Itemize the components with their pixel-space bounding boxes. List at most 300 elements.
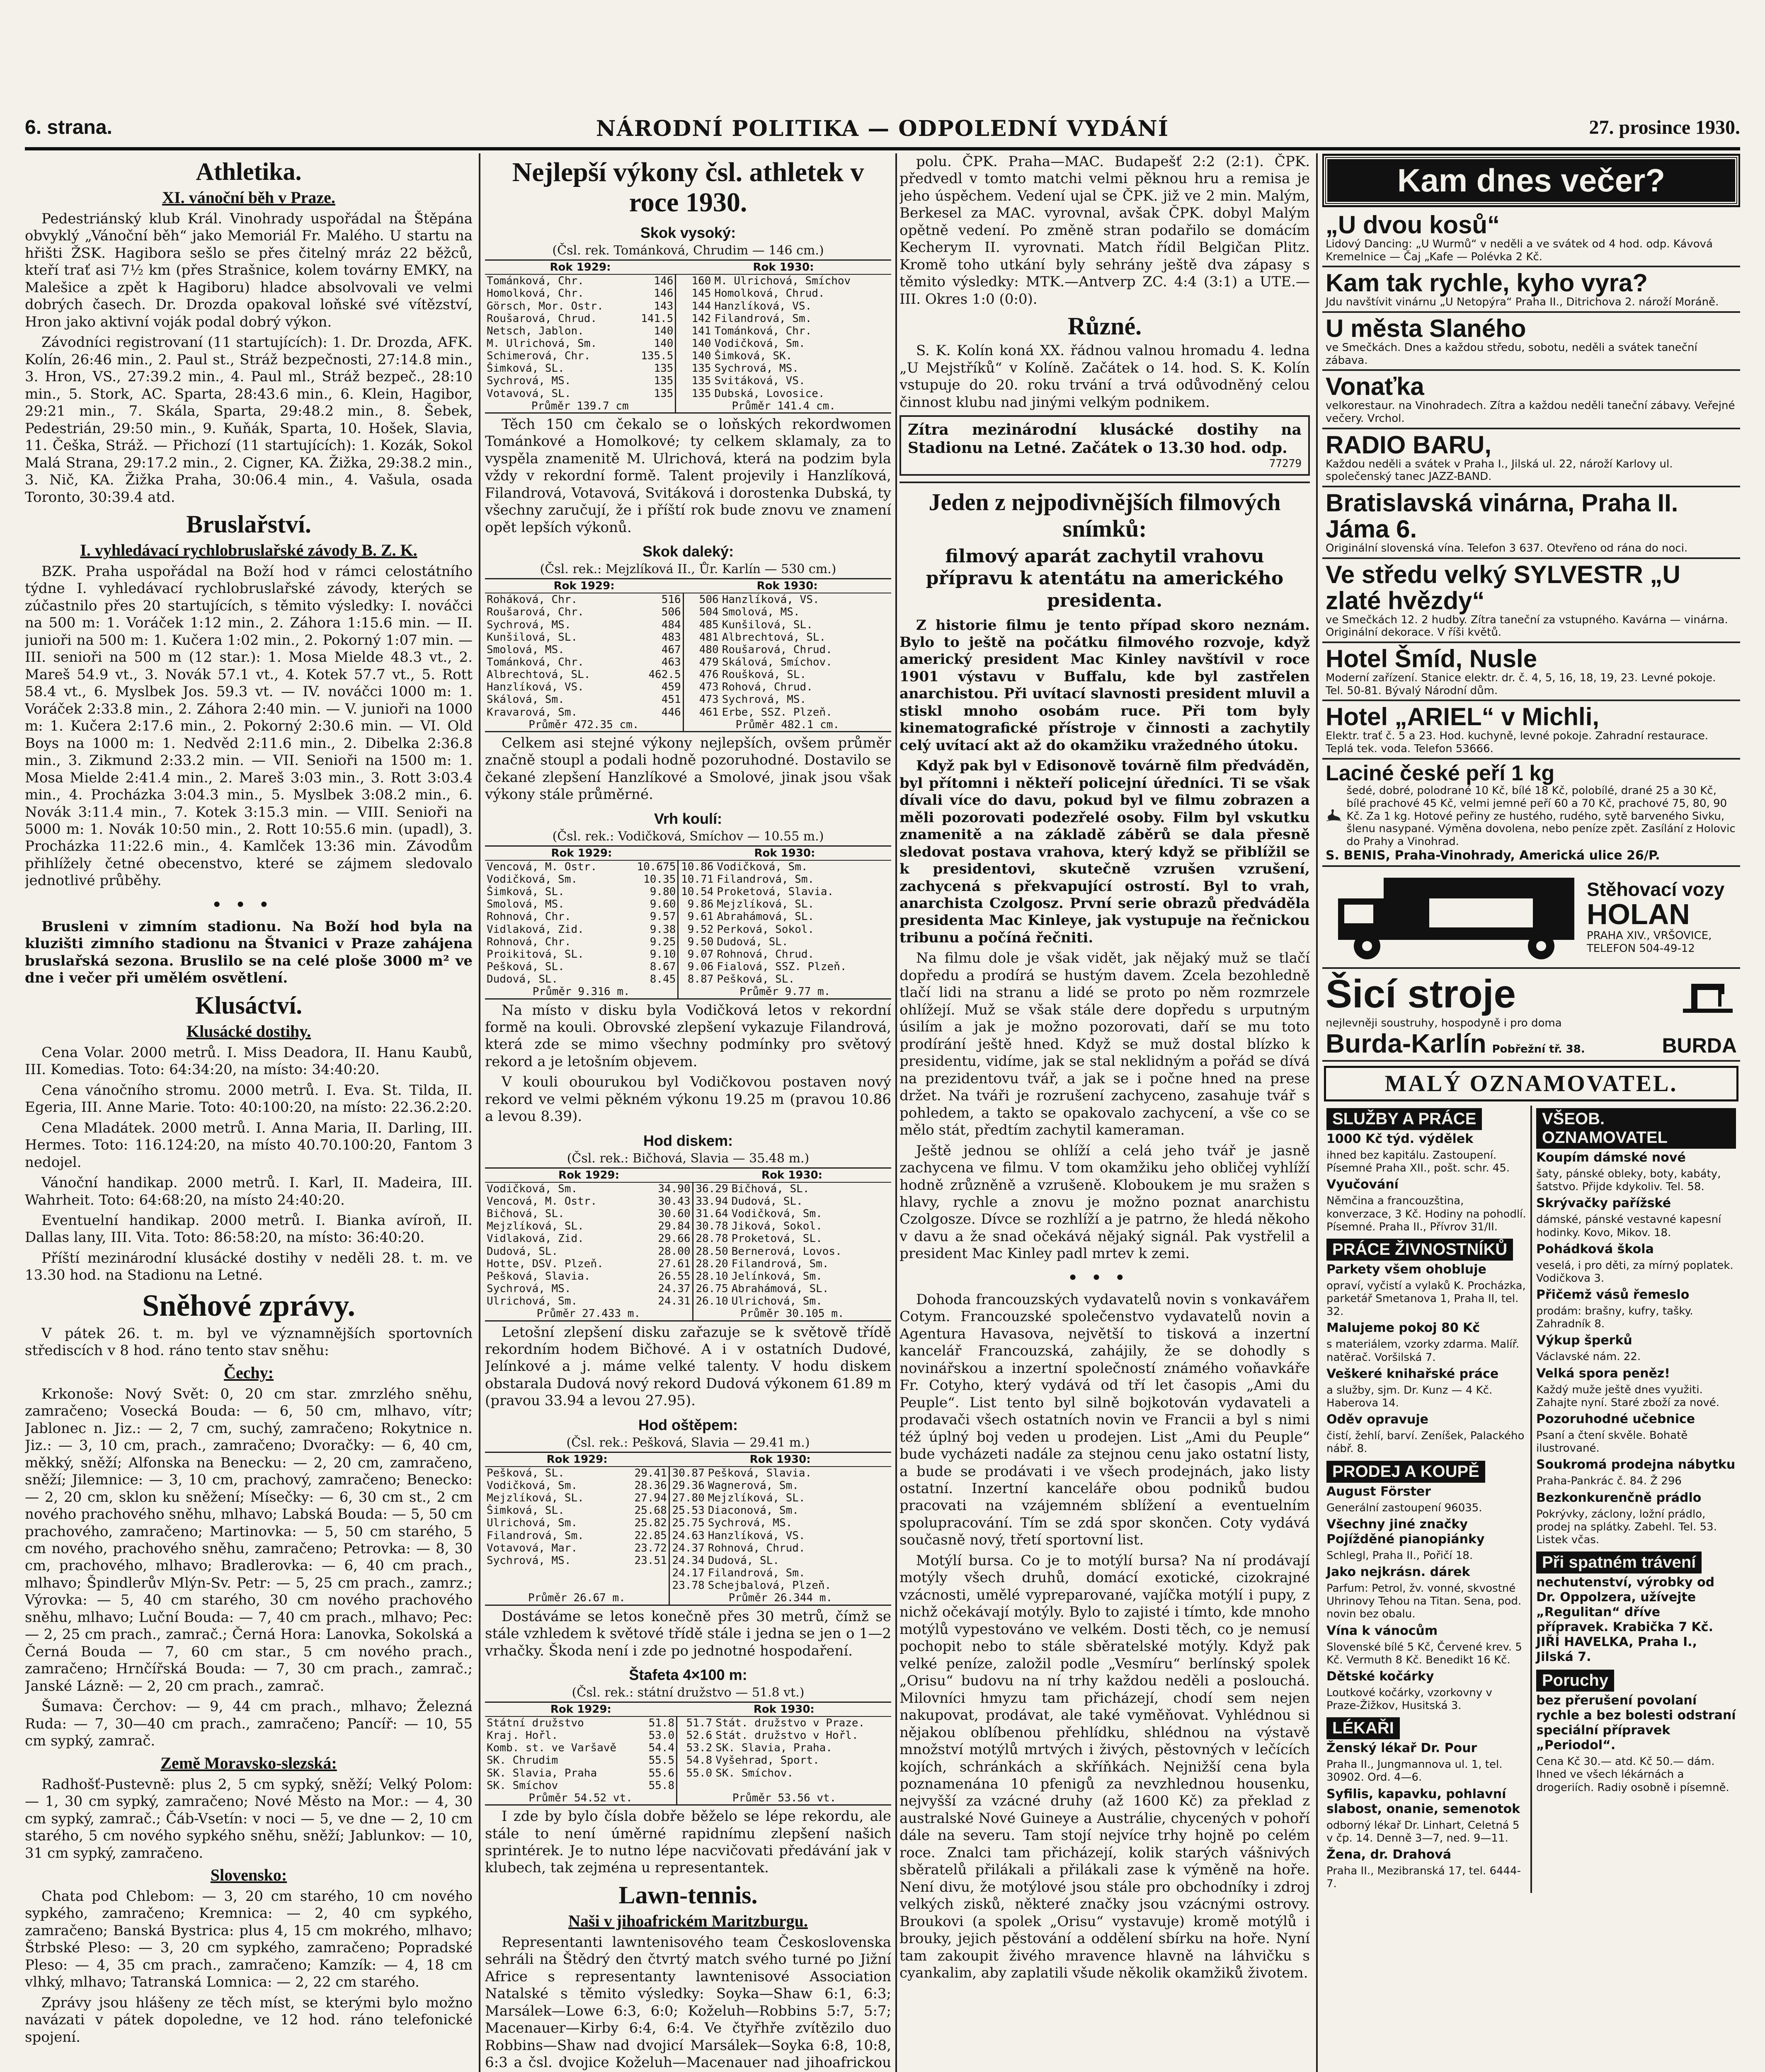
average-value: Průměr 482.1 cm.	[735, 718, 840, 731]
result-value: 10.86	[681, 860, 714, 873]
average-row	[485, 1592, 891, 1605]
year-header: Rok 1930:	[678, 846, 891, 860]
classified-item: Dětské kočárky	[1326, 1669, 1434, 1684]
result-value: 28.36	[632, 1479, 669, 1492]
result-value: 28.50	[696, 1245, 728, 1258]
classified-category: Poruchy	[1536, 1670, 1614, 1692]
athlete-name: Bičhová, SL.	[731, 1182, 810, 1195]
table-row	[485, 1492, 891, 1504]
ad-text: Originální slovenská vína. Telefon 3 637. Otevřeno od rána do noci.	[1326, 542, 1688, 555]
athlete-name: Albrechtová, SL.	[722, 631, 826, 644]
table-row	[485, 1554, 891, 1567]
result-value: 23.72	[632, 1542, 669, 1554]
article-paragraph: Cena vánočního stromu. 2000 metrů. I. Eva. St. Tilda, II. Egeria, III. Anne Marie. Toto: 40:100:20, na místo: 22.36.2:20.	[25, 1082, 473, 1116]
result-value: 8.67	[635, 961, 678, 973]
athlete-name: Smolová, MS.	[487, 643, 565, 656]
result-value: 485	[699, 618, 719, 631]
entertainment-ad	[1322, 267, 1740, 313]
result-value: 29.41	[632, 1467, 669, 1479]
ad-text: Elektr. trať č. 5 a 23. Hod. kuchyně, levné pokoje. Zahradní restaurace. Teplá tek. voda. Telefon 53666.	[1326, 730, 1709, 755]
result-value: 55.8	[640, 1779, 677, 1792]
sewing-machine-icon	[1679, 971, 1737, 1017]
athlete-name: Sychrová, MS.	[714, 362, 799, 375]
article-paragraph: Na filmu dole je však vidět, jak nějaký muž se tlačí dopředu a prodírá se hustým davem. Zcela bezohledně tlačí lidi na stranu a lidé se proto po něm rozmrzele ohlížejí. Muž se však stále dere dopředu s urputným úsilím a jak je možno pozorovati, daří se mu toto prodírání ještě hned. Když se muž dostal blízko k presidentu, vidíme, jak se stal neklidným a pořád se dívá na prezidentovu tvář, a jak se i počne hned na prese držet. Na tváři je rozrušení zachyceno, zasahuje tvář s pohledem, a takto se opakovalo zachycení, a vše co se mělo stát, předtím zachytil kameraman.	[899, 950, 1310, 1139]
athlete-name: Hotte, DSV. Plzeň.	[487, 1257, 604, 1270]
athlete-name: Kunšilová, SL.	[722, 618, 813, 631]
result-value: 506	[646, 606, 684, 618]
year-header: Rok 1929:	[485, 260, 676, 275]
classified-item: August Förster	[1326, 1484, 1431, 1499]
year-header: Rok 1930:	[683, 579, 891, 593]
classified-item: 1000 Kč týd. výdělek	[1326, 1131, 1474, 1146]
result-value: 451	[646, 693, 684, 706]
column-divider	[895, 153, 897, 2072]
athlete-name: Bernerová, Lovos.	[731, 1245, 842, 1258]
athlete-name: Vodičková, Sm.	[487, 1479, 578, 1492]
classified-category: PRODEJ A KOUPĚ	[1326, 1461, 1485, 1483]
average-value: Průměr 141.4 cm.	[732, 399, 836, 412]
result-value: 8.45	[635, 973, 678, 985]
table-row	[485, 1729, 891, 1742]
result-value: 27.61	[656, 1258, 693, 1270]
table-row	[485, 1208, 891, 1220]
result-value: 30.43	[656, 1195, 693, 1208]
masthead: NÁRODNÍ POLITIKA — ODPOLEDNÍ VYDÁNÍ	[596, 116, 1169, 141]
athlete-name: Ulrichová, Sm.	[487, 1295, 578, 1308]
section-heading: Bruslařství.	[186, 510, 311, 538]
result-value: 55.0	[686, 1767, 713, 1779]
average-value: Průměr 54.52 vt.	[485, 1792, 677, 1805]
athlete-name: Kraj. Hořl.	[487, 1729, 558, 1742]
athlete-name: Homolková, Chrud.	[714, 287, 825, 300]
table-row	[485, 1504, 891, 1517]
table-row	[485, 387, 891, 400]
table-row	[485, 1195, 891, 1208]
classified-item: Parfum: Petrol, žv. vonné, skvostné Uhrinovy Tehou na Titan. Sena, pod. novin bez obalu.	[1326, 1582, 1522, 1621]
athlete-name: Dudová, SL.	[731, 1195, 803, 1208]
column-sports-1	[25, 153, 473, 2072]
article-paragraph: polu. ČPK. Praha—MAC. Budapešť 2:2 (2:1). ČPK. předvedl v tomto matchi velmi pěknou hru a remisa je jeho úspěchem. Vedení ujal se ČPK. již ve 2 min. Malým, Berkesel za MAC. vyrovnal, avšak ČPK. dobyl Malým opětně vedení. Po změně stran podařilo se domácím Kecherym II. vyrovnati. Match řídil Belgičan Plitz. Kromě toho utkání byly sehrány ještě dva zápasy s těmito výsledky: MTK.—Antverp ZC. 4:4 (3:1) a UTE.—III. Okres 1:0 (0:0).	[899, 153, 1310, 307]
result-value: 9.80	[635, 886, 678, 898]
athlete-name: Vodičková, Sm.	[714, 337, 805, 350]
athlete-name: Filandrová, Sm.	[714, 312, 812, 325]
article-paragraph: Radhošť-Pustevně: plus 2, 5 cm sypký, sněží; Velký Polom: — 1, 30 cm sypký, zamračeno; Nové Město na Mor.: — 4, 30 cm sypký, zamrač.; Čáb-Vsetín: v noci — 5, ve dne — 2, 10 cm starého, 5 cm nového sypkého sněhu, sněží; Jablunkov: — 10, 31 cm sypký, zamračeno.	[25, 1776, 473, 1861]
classified-item: nechutenství, výrobky od Dr. Oppolzera, užívejte „Regulitan“ dříve přípravek. Krabička 7 Kč. JIŘÍ HAVELKA, Praha I., Jilská 7.	[1536, 1575, 1715, 1665]
athlete-name: Stát. družstvo v Praze.	[715, 1716, 865, 1729]
athlete-name: Sychrová, MS.	[487, 1554, 571, 1567]
classified-category: SLUŽBY A PRÁCE	[1326, 1108, 1482, 1130]
table-row	[485, 1779, 891, 1792]
result-value: 9.38	[635, 923, 678, 936]
result-value: 506	[699, 593, 719, 606]
year-header: Rok 1930:	[669, 1452, 891, 1467]
separator-dots: •••	[213, 893, 284, 915]
classified-item: Malujeme pokoj 80 Kč	[1326, 1321, 1480, 1336]
result-value: 54.4	[640, 1742, 677, 1754]
ad-address: S. BENIS, Praha-Vinohrady, Americká ulice 26/P.	[1326, 848, 1660, 863]
year-header: Rok 1929:	[485, 579, 683, 593]
athlete-name: Tománková, Chr.	[487, 275, 584, 288]
result-value: 9.50	[687, 935, 714, 948]
ad-title: Stěhovací vozy	[1587, 878, 1725, 900]
classified-item: Žena, dr. Drahová	[1326, 1847, 1452, 1862]
table-row	[485, 1742, 891, 1754]
average-value: Průměr 26.67 m.	[485, 1592, 669, 1605]
result-value: 28.00	[656, 1245, 693, 1258]
result-value: 30.78	[696, 1220, 728, 1233]
column-divider	[479, 153, 480, 2072]
athlete-name: M. Ulrichová, Sm.	[487, 337, 597, 350]
classified-item: prodám: brašny, kufry, tašky. Zahradník 8.	[1536, 1305, 1693, 1331]
average-value: Průměr 9.316 m.	[485, 985, 678, 999]
event-record: (Čsl. rek.: Bičhová, Slavia — 35.48 m.)	[567, 1151, 810, 1166]
table-row	[485, 350, 891, 362]
average-row	[485, 1307, 891, 1321]
entertainment-ad	[1322, 487, 1740, 559]
table-row	[485, 668, 891, 681]
athlete-name: Mejzlíková, SL.	[717, 898, 815, 911]
athlete-name: Roušarová, Chr.	[487, 606, 584, 619]
table-row	[485, 1530, 891, 1542]
ad-title: Ve středu velký SYLVESTR „U zlaté hvězdy“	[1326, 560, 1680, 615]
region-heading: Země Moravsko-slezská:	[160, 1753, 337, 1772]
result-value: 463	[646, 656, 684, 668]
athlete-name: Jiková, Sokol.	[731, 1220, 822, 1233]
year-header: Rok 1929:	[485, 1168, 693, 1182]
classified-item: Loutkové kočárky, vzorkovny v Praze-Žižkov, Husitská 3.	[1326, 1686, 1492, 1712]
classified-item: ihned bez kapitálu. Zastoupení. Písemné Praha XII., pošt. schr. 45.	[1326, 1149, 1510, 1175]
athlete-name: Diaconová, Sm.	[708, 1504, 799, 1517]
athlete-name: Stát. družstvo v Hořl.	[715, 1729, 858, 1742]
athlete-name: Abrahámová, SL.	[717, 910, 815, 923]
divider	[899, 482, 1310, 483]
result-value: 459	[646, 681, 684, 693]
article-paragraph: Těch 150 cm čekalo se o loňských rekordwomen Tománkové a Homolkové; ty celkem sklamaly, za to vyspěla znamenitě M. Ulrichová, která na podzim byla vždy v rekordní formě. Talent projevily i Hanzlíková, Filandrová, Votavová, Svitáková i dorostenka Dubská, ty všechny zaručují, že i příští rok bude znovu ve znamení opět lepších výkonů.	[485, 416, 891, 536]
athlete-name: Sychrová, MS.	[722, 693, 807, 706]
classified-item: Němčina a francouzština, konverzace, 3 Kč. Hodiny na pohodlí. Písemné. Praha II., Přívrov 31/II.	[1326, 1195, 1526, 1233]
athlete-name: Schimerová, Chr.	[487, 350, 591, 363]
athlete-name: Roušarová, Chrud.	[487, 312, 597, 325]
records-table	[485, 1167, 891, 1322]
athlete-name: Rohnová, Chrud.	[717, 948, 815, 961]
classified-category: Při spatném trávení	[1536, 1552, 1702, 1573]
result-value: 24.37	[672, 1542, 705, 1554]
ad-text: ve Smečkách 12. 2 hudby. Zítra taneční za vstupného. Kavárna — vinárna. Originální dekorace. V říši květů.	[1326, 613, 1728, 639]
article-paragraph: Na místo v disku byla Vodičková letos v rekordní formě na kouli. Obrovské zlepšení vykazuje Filandrová, která zde se mimo všechny podmínky pro světový rekord a je letošním objevem.	[485, 1002, 891, 1070]
result-value: 467	[646, 644, 684, 656]
result-value: 516	[646, 593, 684, 606]
result-value: 473	[699, 693, 719, 706]
classified-item: a služby, sjm. Dr. Kunz — 4 Kč. Haberova 14.	[1326, 1384, 1493, 1410]
notice-box	[899, 415, 1310, 476]
section-heading: Sněhové zprávy.	[142, 1288, 355, 1323]
result-value: 462.5	[646, 668, 684, 681]
article-paragraph: Dohoda francouzských vydavatelů novin s vonkavářem Cotym. Francouzské společenstvo vydavatelů novin a Agentura Havasova, největší to tisková a inzertní kancelář Francouzská, zahájily, že se dohodly s novinářskou a inzertní společností známého voňavkáře Fr. Cotyho, který vydává od tří let časopis „Ami du Peuple“. List tento byl silně bojkotován vydavateli a prodavači všech ostatních novin ve Francii a byl s nimi též úplný boj veden u prodejen. List „Ami du Peuple“ bude vycházeti nadále za stejnou cenu jako ostatní listy, a bude se prodávati i ve všech prodejnách, jako listy ostatní. Inzertní kanceláře obou podniků budou pracovati na vzájemném sblížení a eventuelním spolupracování. Tím se zdá spor skončen. Coty vydává současně nový, třetí sportovní list.	[899, 1291, 1310, 1549]
athlete-name: Votavová, SL.	[487, 387, 571, 400]
classified-item: dámské, pánské vestavné kapesní hodinky. Kovo, Mikov. 18.	[1536, 1213, 1721, 1239]
year-header: Rok 1930:	[676, 260, 891, 275]
average-row	[485, 1792, 891, 1805]
ad-text: Jdu navštívit vinárnu „U Netopýra“ Praha II., Ditrichova 2. nároží Moráně.	[1326, 296, 1719, 309]
athlete-name: Wagnerová, Sm.	[708, 1479, 799, 1492]
result-value: 25.75	[672, 1517, 705, 1530]
classified-item: Syfilis, kapavku, pohlavní slabost, onanie, semenotok	[1326, 1786, 1520, 1816]
classified-item: Všechny jiné značky Pojížděné pianopiánky	[1326, 1517, 1485, 1547]
classified-item: Veškeré knihařské práce	[1326, 1366, 1499, 1381]
table-row	[485, 923, 891, 936]
result-value: 9.60	[635, 898, 678, 910]
classified-item: opraví, vyčistí a vylaků K. Procházka, parketář Smetanova 1, Praha II, tel. 32.	[1326, 1279, 1526, 1318]
athlete-name: Homolková, Chr.	[487, 287, 584, 300]
event-record: (Čsl. rek.: státní družstvo — 51.8 vt.)	[572, 1685, 805, 1700]
result-value: 473	[699, 681, 719, 694]
result-value: 29.66	[656, 1232, 693, 1245]
classified-item: Přičemž vásů řemeslo	[1536, 1288, 1690, 1302]
article-paragraph: Representanti lawntenisového team Československa sehráli na Štědrý den čtvrtý match svého turné po Jižní Africe s representanty lawntenisové Association Natalské s těmito výsledky: Soyka—Shaw 6:1, 6:3; Marsálek—Lowe 6:3, 6:0; Koželuh—Robbins 5:7, 5:7; Macenauer—Kirby 6:4, 6:4. Ve čtyřhře zvítězilo duo Robbins—Shaw nad dvojicí Marsálek—Soyka 6:8, 10:8, 6:3 a čsl. dvojice Koželuh—Macenauer nad jihoafrickou	[485, 1934, 891, 2071]
table-row	[485, 1517, 891, 1529]
result-value: 135	[691, 387, 711, 400]
result-value	[677, 1779, 714, 1792]
entertainment-ad	[1322, 313, 1740, 371]
result-value: 8.87	[687, 973, 714, 986]
records-table	[485, 1702, 891, 1806]
table-row	[485, 337, 891, 350]
classified-category: VŠEOB. OZNAMOVATEL	[1536, 1108, 1736, 1149]
classified-category: PRÁCE ŽIVNOSTNÍKŮ	[1326, 1239, 1513, 1261]
ad-text: ve Smečkách. Dnes a každou středu, sobotu, neděli a svátek taneční zábava.	[1326, 341, 1697, 367]
year-header: Rok 1929:	[485, 846, 678, 860]
table-row	[485, 1542, 891, 1554]
result-value: 53.2	[686, 1742, 713, 1755]
classified-item: Oděv opravuje	[1326, 1412, 1428, 1427]
athlete-name: Pešková, Slavia.	[708, 1467, 812, 1479]
ad-title: Vonaťka	[1326, 373, 1424, 401]
classified-column-left	[1322, 1106, 1530, 1893]
result-value: 9.86	[687, 898, 714, 911]
athlete-name: Vodičková, Sm.	[487, 1182, 578, 1195]
table-row	[485, 1567, 891, 1579]
result-value: 481	[699, 631, 719, 644]
result-value: 10.71	[681, 873, 714, 886]
classified-item: Vína k vánocům	[1326, 1623, 1438, 1638]
notice-text: Zítra mezinárodní klusácké dostihy na Stadionu na Letné. Začátek o 13.30 hod. odp.	[908, 421, 1302, 457]
feathers-ad	[1322, 760, 1740, 867]
table-row	[485, 1220, 891, 1232]
athlete-name: Šimková, SL.	[487, 886, 565, 898]
athlete-name: Vidlaková, Zid.	[487, 923, 584, 936]
article-paragraph: Závodníci registrovaní (11 startujících): 1. Dr. Drozda, AFK. Kolín, 26:46 min., 2. Paul st., Stráž bezpečnosti, 27:14.8 min., 3. Hron, VS., 27:39.2 min., 4. Paul ml., Stráž bezpeč., 28:10 min., 5. Stork, AC. Sparta, 28:43.6 min., 6. Klein, Hagibor, 29:21 min., 7. Skála, Sparta, 29:48.2 min., 8. Šebek, Pedestrián, 29:50 min., 9. Kuňák, Sparta, 10. Hošek, Slavia, 11. Češka, Stráž. — Přichozí (11 startujících): 1. Kozák, Sokol Malá Strana, 29:17.2 min., 2. Cigner, KA. Žižka, 29:38.2 min., 3. Nič, KA. Žižka Praha, 30:06.4 min., 4. Vašula, osada Toronto, 30:39.4 atd.	[25, 334, 473, 506]
athlete-name: Kravarová, Sm.	[487, 706, 578, 719]
athlete-name: Dudová, SL.	[487, 973, 558, 986]
athlete-name: Komb. st. ve Varšavě	[487, 1742, 617, 1755]
records-table	[485, 259, 891, 414]
athlete-name: Hanzlíková, VS.	[708, 1529, 805, 1542]
athlete-name: Sychrová, MS.	[708, 1517, 793, 1530]
result-value: 146	[638, 287, 676, 300]
athlete-name: Tománková, Chr.	[487, 656, 584, 668]
result-value: 140	[638, 337, 676, 350]
athlete-name: Pešková, Slavia.	[487, 1270, 591, 1283]
table-row	[485, 656, 891, 668]
athlete-name: Fialová, SSZ. Plzeň.	[717, 961, 847, 973]
classified-item: Jako nejkrásn. dárek	[1326, 1564, 1470, 1579]
article-paragraph: Motýlí bursa. Co je to motýlí bursa? Na ní prodávají motýly všech druhů, domácí exotické, cizokrajné vzácnosti, umělé vypreparované, vajíčka motýlí i pupy, z nichž očekávají motýly. Bylo to zajisté i tímto, kde mnoho motýlů vypestováno ve velkém. Dosti těch, co je nemusí pochopit nebo to stále sběratelské motýly. Když pak velké peníze, založil podle „Vesmíru“ berlínský spolek „Orisu“ budovu na ní trhy každou neděli a poslouchá. Milovníci hmyzu tam přicházejí, chodí sem nejen nakupovat, prodávat, ale také vyměňovat. Vyhlédnou si nějakou oblíbenou přehlídku, shlédnou na výstavě množství motýlů mrtvých i živých, pěstovných v lečících kojích, schránkách a skříňkách. Nejnižší cena byla poznamenána 10 pfenigů za nevzhlednou housenku, nejvyšší za vzácné druhy (až 1600 Kč) za překlad z australské Nové Guineye a Austrálie, chycených v pohoří dále na severu. Tam stojí nejvíce trhy hojně po celém roce. Znalci tam přicházejí, kolik starých vášnivých sběratelů přilákali a přilákali zase k výměně na hoře. Není divu, že motýlové jsou stále pro obchodníky i zdroj velkých zisků, některé značky jsou vzácnými ostrovy. Broukovi (a spolek „Orisu“ vystavuje) kromě motýlů i brouky, jejich pěstování a oddělení sbírku na hoře. Nyní tam zakoupit živého mravence hlavně na láhvičku s cyankalim, aby zaplatili všude několik okamžiků životem.	[899, 1552, 1310, 1982]
ad-address: Pobřežní tř. 38.	[1492, 1043, 1585, 1055]
result-value: 51.8	[640, 1716, 677, 1729]
result-value: 140	[691, 337, 711, 350]
table-row	[485, 1295, 891, 1307]
article-subtitle: Klusácké dostihy.	[186, 1021, 311, 1041]
result-value: 23.51	[632, 1554, 669, 1567]
table-row	[485, 287, 891, 300]
athlete-name: Šimková, SL.	[487, 1504, 565, 1517]
classified-item: Pohádková škola	[1536, 1242, 1654, 1256]
ad-title: Šicí stroje	[1326, 971, 1516, 1016]
result-value: 30.87	[672, 1467, 705, 1479]
table-row	[485, 1258, 891, 1270]
average-value: Průměr 30.105 m.	[740, 1307, 844, 1320]
ad-title: Hotel „ARIEL“ v Michli,	[1326, 703, 1600, 731]
result-value: 143	[638, 300, 676, 312]
ads-list	[1322, 209, 1740, 760]
entertainment-ad	[1322, 429, 1740, 487]
result-value: 52.6	[686, 1729, 713, 1742]
ad-title: Laciné české peří 1 kg	[1326, 761, 1555, 785]
result-value: 9.06	[687, 961, 714, 973]
classified-title: MALÝ OZNAMOVATEL.	[1324, 1066, 1738, 1101]
table-row	[485, 681, 891, 693]
table-row	[485, 973, 891, 985]
athlete-name: Filandrová, Sm.	[717, 873, 815, 886]
athlete-name: Smolová, MS.	[487, 898, 565, 911]
article-paragraph: I zde by bylo čísla dobře běželo se lépe rekordu, ale stále to není úměrné rapidnímu zlepšení našich sprintérek. Je to nutno lépe nacvičovati předávání jak v klubech, tak zejména u representantek.	[485, 1808, 891, 1876]
table-row	[485, 325, 891, 337]
section-heading: Lawn-tennis.	[618, 1881, 758, 1909]
result-value: 9.57	[635, 910, 678, 923]
result-value: 24.34	[672, 1554, 705, 1567]
table-row	[485, 1182, 891, 1195]
moving-ad	[1322, 867, 1740, 969]
athlete-name: Hanzlíková, VS.	[714, 300, 812, 312]
event-heading: Vrh koulí:	[654, 810, 722, 827]
table-row	[485, 693, 891, 706]
result-value: 479	[699, 656, 719, 668]
result-value: 53.0	[640, 1729, 677, 1742]
athlete-name	[485, 1567, 632, 1579]
result-value: 22.85	[632, 1530, 669, 1542]
athlete-name: Vodičková, Sm.	[731, 1208, 822, 1220]
athlete-name: Dudová, SL.	[717, 935, 788, 948]
athlete-name: Šimková, SK.	[714, 350, 793, 363]
ad-title: „U dvou kosů“	[1326, 211, 1500, 239]
article-paragraph: Krkonoše: Nový Svět: 0, 20 cm star. zmrzlého sněhu, zamračeno; Vosecká Bouda: — 6, 50 cm, mlhavo, vítr; Jablonec n. Jiz.: — 2, 7 cm, suchý, zamračeno; Rokytnice n. Jiz.: — 3, 10 cm, prach., zamračeno; Dvoračky: — 6, 40 cm, měkký, sněží; Alfonska na Benecku: — 2, 20 cm, zamračeno, sněží; Jilemnice: — 3, 10 cm, prachový, zamračeno; Benecko: — 2, 20 cm, sklon ku sněžení; Mísečky: — 6, 30 cm st., 2 cm nového prachového sněhu, mlhavo; Labská Bouda: — 5, 50 cm prachového, zamračeno; Martinovka: — 5, 50 cm starého, 5 cm nového, prachového sněhu, zamračeno; Petrovka: — 8, 30 cm, prachového, mlhavo; Bradlerovka: — 6, 40 cm prach., mlhavo; Špindlerův Mlýn-Sv. Petr: — 5, 25 cm prach., zamrz.; Výrovka: — 5, 40 cm starého, 30 cm nového prachového sněhu, mlhavo; Luční Bouda: — 7, 40 cm prach., mlhavo; Pec: — 2, 25 cm prach., zamrač.; Černá Hora: Lanovka, Sokolská a Černá Bouda — 7, 60 cm star., 5 cm nového prach., zamračeno; Hrnčířská Bouda: — 7, 30 cm prach., zamrač.; Janské Lázně: — 2, 20 cm prach., zamrač.	[25, 1385, 473, 1694]
result-value: 25.68	[632, 1504, 669, 1517]
table-row	[485, 375, 891, 387]
classified-item: Psaní a čtení skvěle. Bohatě ilustrované.	[1536, 1429, 1688, 1455]
ad-text: velkorestaur. na Vinohradech. Zítra a každou neděli taneční zábavy. Veřejné večery. Vrchol.	[1326, 399, 1735, 425]
result-value: 26.55	[656, 1270, 693, 1283]
article-paragraph: Chata pod Chlebom: — 3, 20 cm starého, 10 cm nového sypkého, zamračeno; Kremnica: — 2, 40 cm sypkého, zamračeno; Banská Bystrica: plus 4, 15 cm mokrého, mlhavo; Štrbské Pleso: — 3, 20 cm sypkého, zamračeno; Popradské Pleso: — 4, 35 cm prach., zamračeno; Kamzík: — 4, 18 cm vlhký, mlhavo; Tatranská Lomnica: — 2, 22 cm starého.	[25, 1888, 473, 1991]
athlete-name: Filandrová, Sm.	[487, 1529, 584, 1542]
table-row	[485, 631, 891, 644]
athlete-name: Vencová, M. Ostr.	[487, 1195, 597, 1208]
event-heading: Skok daleký:	[642, 543, 734, 560]
average-value: Průměr 472.35 cm.	[485, 719, 683, 732]
ad-text: šedé, dobré, polodrané 10 Kč, bílé 18 Kč, polobílé, drané 25 a 30 Kč, bílé prachové 45 Kč, velmi jemné peří 60 a 70 Kč, prachové 75, 80, 90 Kč. Za 1 kg. Hotové peřiny ze hustého, rudého, sytě barveného Sivku, šlenu nasypané. Výměna dovolena, nebo peníze zpět. Zasílání z Holovic do Prahy a Vinohrad.	[1346, 784, 1736, 848]
event-heading: Štafeta 4×100 m:	[629, 1666, 747, 1683]
athlete-name: Pešková, SL.	[487, 1467, 565, 1479]
ad-title: Kam tak rychle, kyho vyra?	[1326, 269, 1648, 297]
athlete-name: Proketová, SL.	[731, 1232, 822, 1245]
athlete-name: Dudová, SL.	[487, 1245, 558, 1258]
ad-title: U města Slaného	[1326, 315, 1526, 343]
result-value: 141	[691, 324, 711, 337]
athlete-name: Albrechtová, SL.	[487, 668, 591, 681]
result-value: 135	[638, 387, 676, 400]
table-row	[485, 619, 891, 631]
article-paragraph: Když pak byl v Edisonově továrně film předváděn, byl přítomni i někteří policejní úředníci. Ti se však dívali více do davu, pokud byl ve filmu zobrazen a měli pozorovati podezřelé osoby. Film byl vskutku znamenitě a na základě záběrů se dala přesně sledovat postava vrahova, který když se přiblížil se k presidentovi, skutečně vzrušen vzrušení, zachycená s překvapující ostrostí. Byl to vrah, anarchista Czolgosz. První serie obrazů předváděla presidenta Mac Kinleye, jak vystupuje na řečnickou tribunu a počíná řečniti.	[899, 758, 1310, 946]
result-value: 24.17	[672, 1567, 705, 1580]
athlete-name: Vodičková, Sm.	[717, 860, 808, 873]
athlete-name: Mejzlíková, SL.	[487, 1492, 584, 1505]
table-row	[485, 362, 891, 375]
entertainment-ad	[1322, 371, 1740, 429]
column-advertisements	[1322, 153, 1740, 2072]
ad-text: Moderní zařízení. Stanice elektr. dr. č. 4, 5, 16, 18, 19, 23. Levné pokoje. Tel. 50-81. Bývalý Národní dům.	[1326, 672, 1716, 697]
table-row	[485, 1467, 891, 1479]
athlete-name: Roháková, Chr.	[487, 593, 578, 606]
athlete-name: Rohnová, Chr.	[487, 910, 571, 923]
table-row	[485, 910, 891, 923]
result-value: 10.35	[635, 873, 678, 886]
athlete-name: SK. Smíchov.	[715, 1767, 794, 1779]
header-rule	[25, 147, 1740, 150]
athlete-name: Proketová, Slavia.	[717, 886, 834, 898]
classified-item: Václavské nám. 22.	[1536, 1351, 1641, 1363]
athlete-name: M. Ulrichová, Smíchov	[714, 275, 851, 288]
ad-code: 77279	[1269, 457, 1302, 470]
classified-grid	[1322, 1106, 1740, 1893]
table-row	[485, 1716, 891, 1729]
athlete-name: Smolová, MS.	[722, 606, 800, 619]
result-value: 51.7	[686, 1716, 713, 1729]
result-value: 24.31	[656, 1295, 693, 1307]
result-value: 135	[691, 362, 711, 375]
result-value: 54.8	[686, 1754, 713, 1767]
table-row	[485, 961, 891, 973]
ad-subtitle: nejlevněji soustruhy, hospodyně i pro doma	[1326, 1017, 1562, 1030]
athlete-name: Hanzlíková, VS.	[487, 681, 584, 694]
ad-text: Každou neděli a svátek v Praha I., Jilská ul. 22, nároží Karlovy ul. společenský tanec JAZZ-BAND.	[1326, 457, 1673, 483]
athlete-name: Mejzlíková, SL.	[708, 1492, 805, 1505]
separator-dots: •••	[1069, 1266, 1140, 1288]
athlete-name: Vidlaková, Zid.	[487, 1232, 584, 1245]
records-table	[485, 578, 891, 732]
article-paragraph: S. K. Kolín koná XX. řádnou valnou hromadu 4. ledna „U Mejstříků“ v Kolíně. Začátek o 14. hod. S. K. Kolín vstupuje do 20. roku trvání a trvá odůvodněný celou činnost klubu nad jinými velkým podnikem.	[899, 342, 1310, 411]
event-record: (Čsl. rek.: Vodičková, Smíchov — 10.55 m.)	[552, 829, 824, 844]
result-value: 28.10	[696, 1270, 728, 1283]
athlete-name: Perková, Sokol.	[717, 923, 815, 936]
region-heading: Slovensko:	[210, 1865, 287, 1884]
entertainment-ad	[1322, 701, 1740, 759]
table-row	[485, 1754, 891, 1767]
table-row	[485, 593, 891, 606]
classified-item: Praha II., Jungmannova ul. 1, tel. 30902. Ord. 4—6.	[1326, 1758, 1503, 1784]
event-record: (Čsl. rek.: Mejzlíková II., Ůr. Karlín — 530 cm.)	[540, 562, 836, 577]
event-record: (Čsl. rek.: Pešková, Slavia — 29.41 m.)	[566, 1435, 810, 1450]
result-value: 55.6	[640, 1767, 677, 1779]
result-value: 135	[638, 375, 676, 387]
